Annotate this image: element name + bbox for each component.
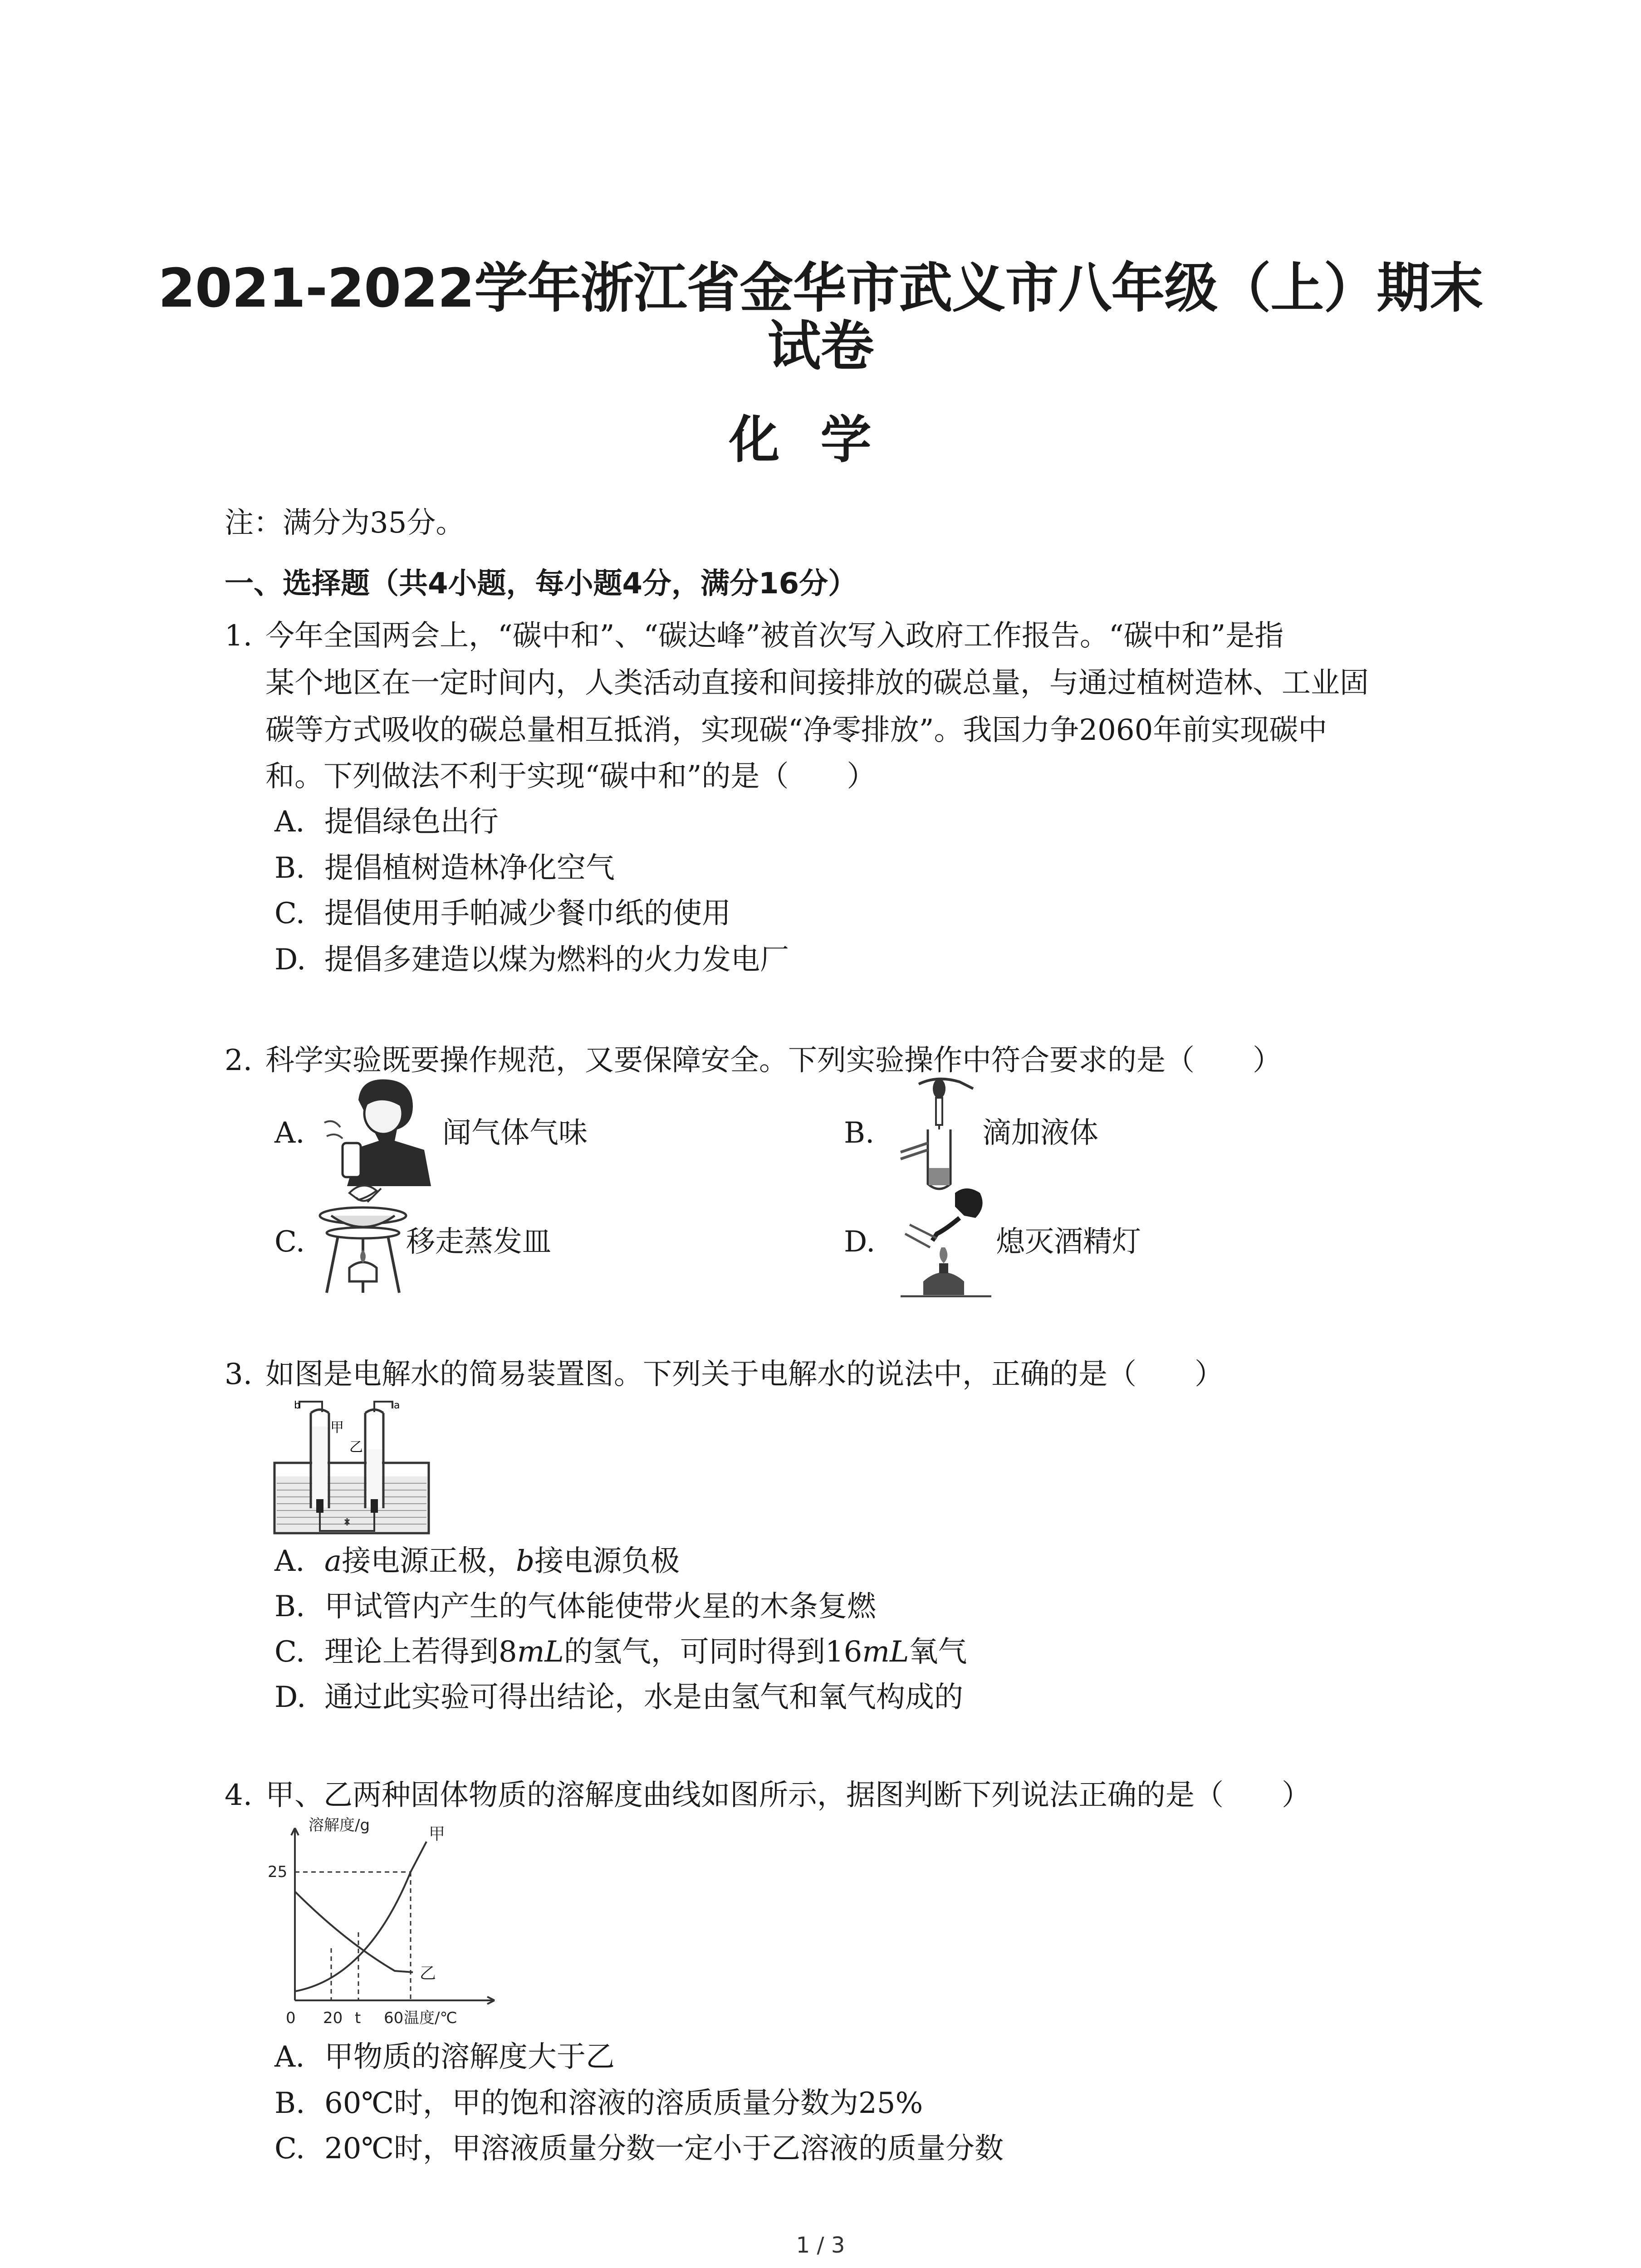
- x-tick-60: 60: [384, 2009, 404, 2027]
- alcohol-lamp-icon: [892, 1184, 1000, 1297]
- q3-option-a[interactable]: A. a接电源正极，b接电源负极: [274, 1545, 680, 1578]
- q4-option-c[interactable]: C. 20℃时，甲溶液质量分数一定小于乙溶液的质量分数: [274, 2132, 1004, 2165]
- smelling-gas-icon: [315, 1073, 447, 1191]
- q1-line3: 碳等方式吸收的碳总量相互抵消，实现碳“净零排放”。我国力争2060年前实现碳中: [265, 714, 1327, 747]
- evaporating-dish-icon: [313, 1179, 417, 1297]
- exam-title-line1: 2021-2022学年浙江省金华市武义市八年级（上）期末: [158, 257, 1483, 319]
- q2-option-b-label[interactable]: B.: [844, 1116, 875, 1150]
- label-a: a: [394, 1400, 400, 1411]
- dropping-liquid-icon: [892, 1075, 982, 1193]
- q1-line2: 某个地区在一定时间内，人类活动直接和间接排放的碳总量，与通过植树造林、工业固: [265, 666, 1369, 700]
- q2-option-d-label[interactable]: D.: [844, 1225, 876, 1259]
- q1-option-a[interactable]: A. 提倡绿色出行: [274, 805, 499, 839]
- q2-number: 2.: [225, 1044, 253, 1077]
- series-jia-label: 甲: [429, 1825, 446, 1843]
- q2-stem: 科学实验既要操作规范，又要保障安全。下列实验操作中符合要求的是（ ）: [265, 1044, 1282, 1077]
- section-heading: 一、选择题（共4小题，每小题4分，满分16分）: [225, 567, 857, 601]
- exam-title-line2: 试卷: [767, 315, 874, 377]
- x-tick-20: 20: [323, 2009, 343, 2027]
- series-yi-label: 乙: [420, 1964, 436, 1983]
- x-tick-0: 0: [286, 2009, 296, 2027]
- q2-option-c-text: 移走蒸发皿: [406, 1225, 551, 1259]
- q3-option-d[interactable]: D. 通过此实验可得出结论，水是由氢气和氧气构成的: [274, 1681, 963, 1714]
- electrolysis-apparatus-diagram: [272, 1399, 431, 1535]
- q4-option-a[interactable]: A. 甲物质的溶解度大于乙: [274, 2040, 615, 2074]
- score-note: 注：满分为35分。: [225, 506, 465, 540]
- q1-option-b[interactable]: B. 提倡植树造林净化空气: [274, 851, 615, 885]
- q1-line4: 和。下列做法不利于实现“碳中和”的是（ ）: [265, 760, 876, 793]
- x-tick-t: t: [355, 2009, 361, 2027]
- series-jia-line: [295, 1842, 426, 1991]
- q1-line1: 今年全国两会上，“碳中和”、“碳达峰”被首次写入政府工作报告。“碳中和”是指: [265, 619, 1284, 653]
- q3-stem: 如图是电解水的简易装置图。下列关于电解水的说法中，正确的是（ ）: [265, 1358, 1224, 1391]
- solubility-curve-chart: [250, 1810, 504, 2032]
- q3-option-b[interactable]: B. 甲试管内产生的气体能使带火星的木条复燃: [274, 1590, 876, 1623]
- q2-option-c-label[interactable]: C.: [274, 1225, 305, 1259]
- q2-option-b-text: 滴加液体: [982, 1116, 1098, 1150]
- q1-option-c[interactable]: C. 提倡使用手帕减少餐巾纸的使用: [274, 897, 731, 930]
- q4-number: 4.: [225, 1779, 253, 1812]
- q4-stem: 甲、乙两种固体物质的溶解度曲线如图所示，据图判断下列说法正确的是（ ）: [265, 1779, 1311, 1812]
- y-axis-label: 溶解度/g: [309, 1816, 370, 1834]
- y-tick-25: 25: [268, 1863, 288, 1881]
- page-number: 1 / 3: [796, 2233, 845, 2258]
- label-jia: 甲: [330, 1420, 344, 1436]
- q1-option-d[interactable]: D. 提倡多建造以煤为燃料的火力发电厂: [274, 943, 789, 977]
- q2-option-d-text: 熄灭酒精灯: [996, 1225, 1141, 1259]
- q3-number: 3.: [225, 1358, 253, 1391]
- q3-option-c[interactable]: C. 理论上若得到8mL的氢气，可同时得到16mL氧气: [274, 1635, 967, 1669]
- subject-title: 化学: [729, 411, 912, 469]
- x-axis-label: 温度/℃: [404, 2009, 457, 2027]
- q4-option-b[interactable]: B. 60℃时，甲的饱和溶液的溶质质量分数为25%: [274, 2087, 923, 2120]
- label-yi: 乙: [349, 1439, 363, 1455]
- q1-number: 1.: [225, 619, 253, 653]
- label-b: b: [294, 1400, 300, 1411]
- q2-option-a-label[interactable]: A.: [274, 1116, 305, 1150]
- q2-option-a-text: 闻气体气味: [442, 1116, 588, 1150]
